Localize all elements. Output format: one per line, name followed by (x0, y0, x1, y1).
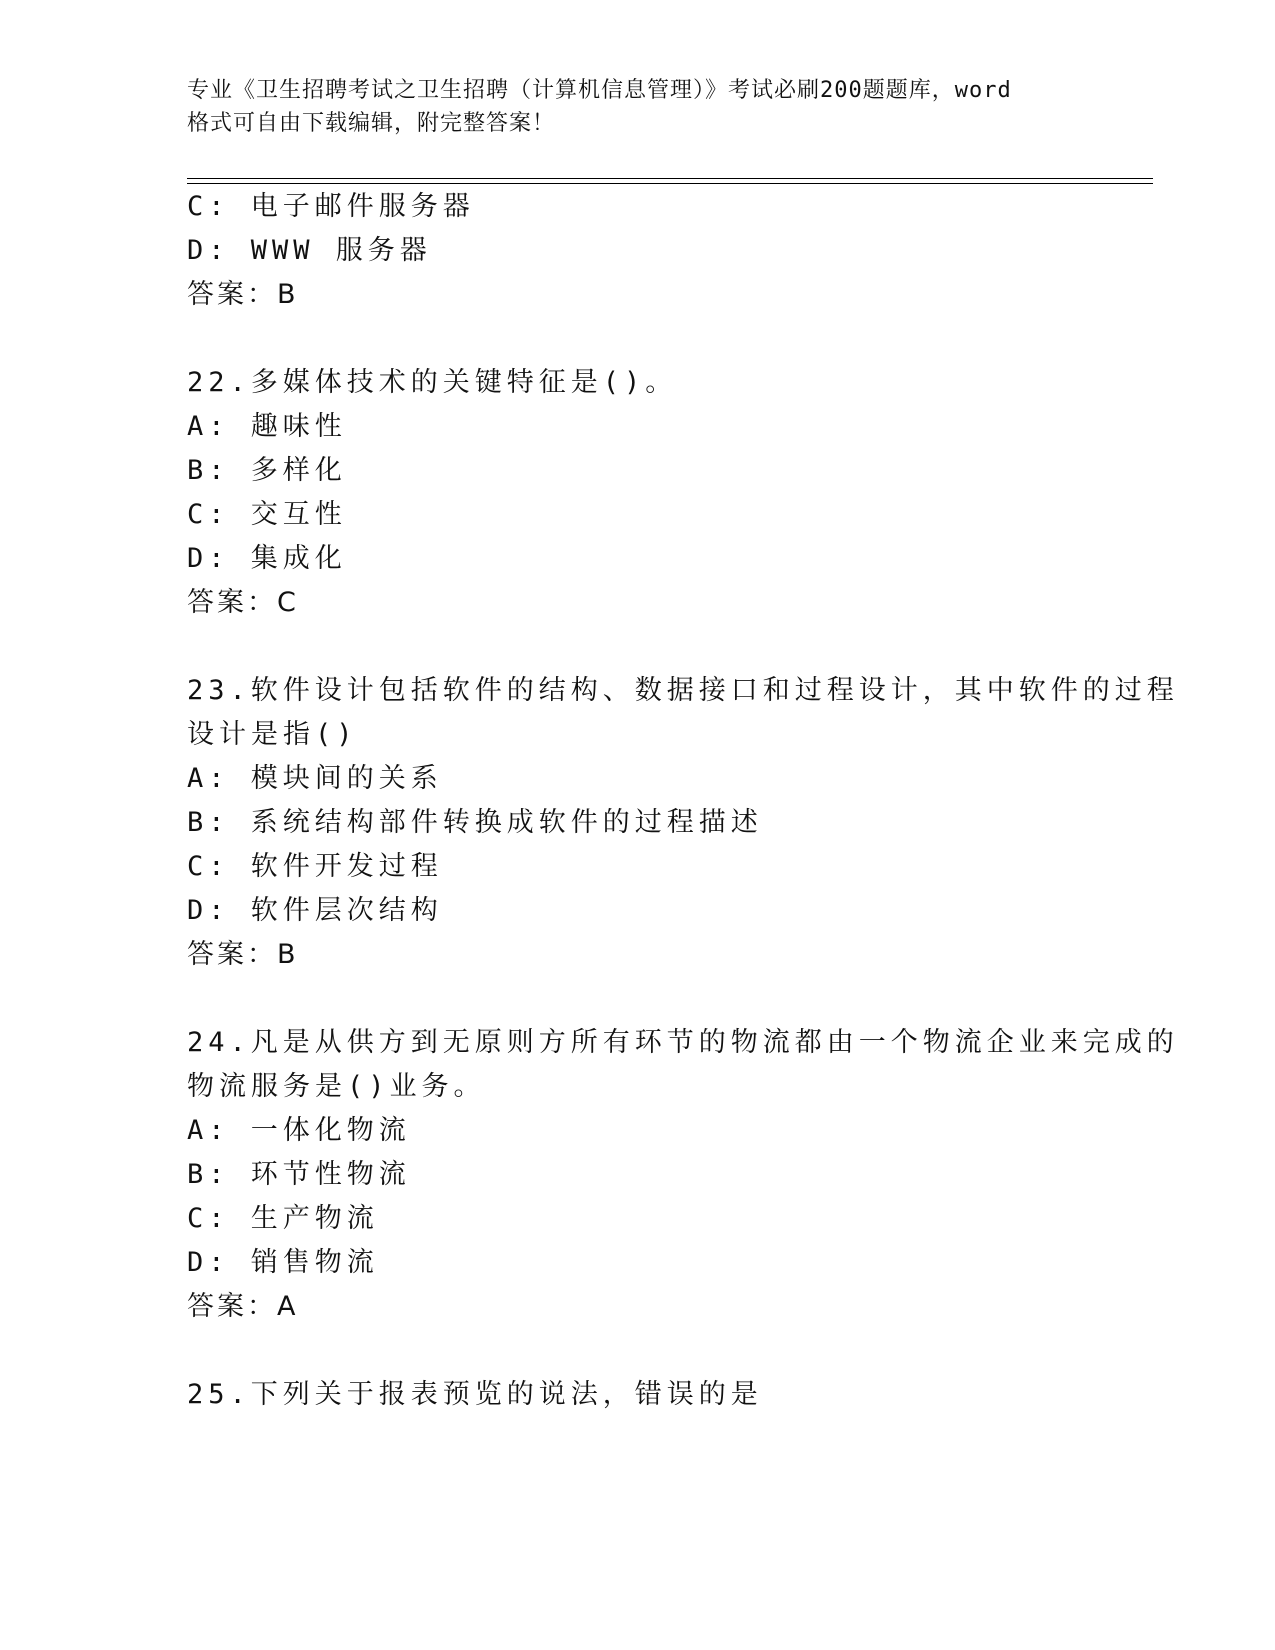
q23-option-d: D: 软件层次结构 (187, 895, 443, 926)
q24-option-c: C: 生产物流 (187, 1203, 379, 1234)
q22-option-c: C: 交互性 (187, 499, 347, 530)
q23-answer: 答案：B (187, 939, 299, 970)
q23-option-b: B: 系统结构部件转换成软件的过程描述 (187, 807, 763, 838)
q21-option-c: C: 电子邮件服务器 (187, 191, 475, 222)
q23-option-c: C: 软件开发过程 (187, 851, 443, 882)
q22-option-b: B: 多样化 (187, 455, 347, 486)
q22-stem: 22.多媒体技术的关键特征是()。 (187, 367, 678, 398)
q24-option-a: A: 一体化物流 (187, 1115, 411, 1146)
q21-answer: 答案：B (187, 279, 299, 310)
header-divider-top (187, 178, 1153, 179)
header-divider-bottom (187, 183, 1153, 184)
q22-option-d: D: 集成化 (187, 543, 347, 574)
q22-option-a: A: 趣味性 (187, 411, 347, 442)
q24-answer: 答案：A (187, 1291, 299, 1322)
q24-option-b: B: 环节性物流 (187, 1159, 411, 1190)
q23-option-a: A: 模块间的关系 (187, 763, 443, 794)
q24-stem-line-1: 24.凡是从供方到无原则方所有环节的物流都由一个物流企业来完成的 (187, 1027, 1179, 1058)
document-header (187, 74, 1087, 140)
q21-option-d: D: WWW 服务器 (187, 235, 432, 266)
q23-stem-line-2: 设计是指() (187, 719, 358, 750)
q22-answer: 答案：C (187, 587, 299, 618)
header-title-line-1: 专业《卫生招聘考试之卫生招聘（计算机信息管理）》考试必刷200题题库，word (187, 78, 1012, 103)
q24-option-d: D: 销售物流 (187, 1247, 379, 1278)
q23-stem-line-1: 23.软件设计包括软件的结构、数据接口和过程设计，其中软件的过程 (187, 675, 1179, 706)
header-title-line-2: 格式可自由下载编辑，附完整答案！ (187, 111, 556, 136)
q25-stem: 25.下列关于报表预览的说法，错误的是 (187, 1379, 763, 1410)
q24-stem-line-2: 物流服务是()业务。 (187, 1071, 486, 1102)
